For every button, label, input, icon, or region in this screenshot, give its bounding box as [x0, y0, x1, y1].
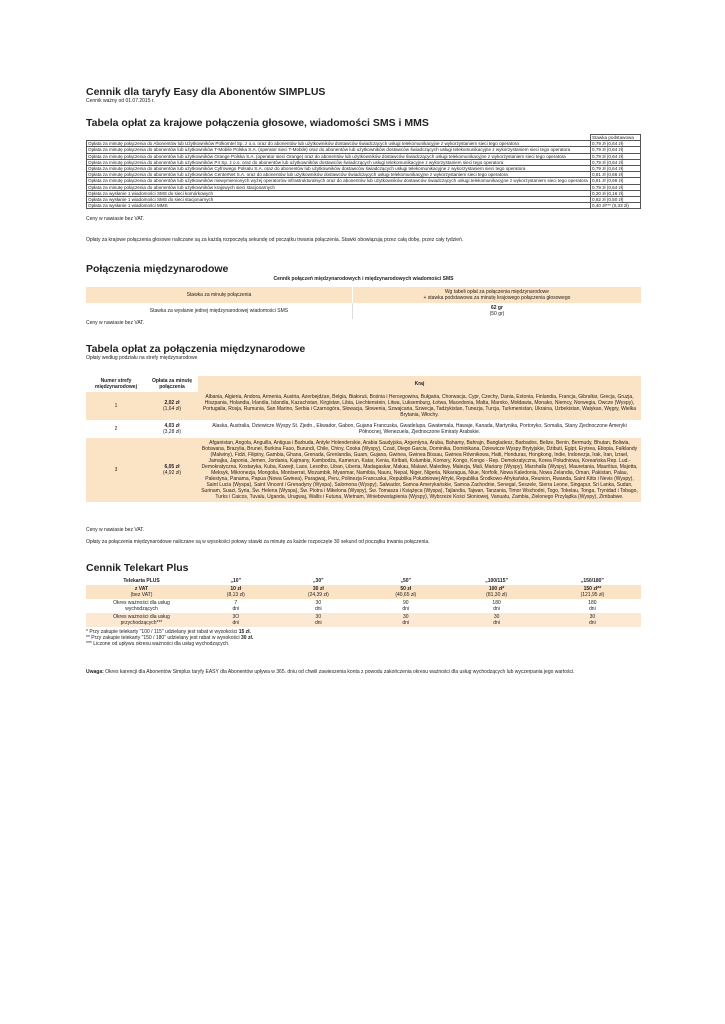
table-row: z VAT (bez VAT) 10 zł (8,13 zł) 30 zł (24,39 zł) 50 zł (40,65 zł) 100 zł* (81,30 zł) 150 zł** (121,95 zł): [86, 585, 641, 599]
table-row: Opłata za minutę połączenia do abonentów lub użytkowników Orange Polska S.A. (operator sieci Orange) oraz do abonentów lub użytkowników dostawców świadczących usługi telekomunikacyjne z wykorzystaniem sieci tego operatora 0,79 zł (0,64 zł): [87, 153, 641, 159]
table-row: Opłata za wysłanie 1 wiadomości SMS do sieci stacjonarnych 0,62 zł (0,50 zł): [87, 197, 641, 203]
table-row: Opłata za minutę połączenia do abonentów lub użytkowników Cyfrowego Polsatu S.A. oraz do abonentów lub użytkowników dostawców świadczących usługi telekomunikacyjne z wykorzystaniem sieci tego operatora 0,79 zł (0,64 zł): [87, 166, 641, 172]
table-row: Stawka za wysłanie jednej międzynarodowej wiadomości SMS 62 gr (50 gr): [86, 303, 641, 319]
table-row: Stawka za minutę połączenia Wg tabeli opłat za połączenia międzynarodowe + stawka podstawowa za minutę krajowego połączenia głosowego: [86, 287, 641, 303]
telekart-table: [86, 577, 641, 627]
telekart-footnote-3: *** Liczone od upływu okresu ważności dla usług wychodzących.: [86, 641, 230, 648]
table-row: Opłata za minutę połączenia do abonentów lub użytkowników krajowych sieci stacjonarnych 0,79 zł (0,64 zł): [87, 184, 641, 190]
zones-billing-note: Opłaty za połączenia międzynarodowe naliczane są w wysokości połowy stawki za minutę za każde rozpoczęte 30 sekund od początku trwania połączenia.: [86, 539, 430, 546]
table-row: Okres ważności dla usług przychodzących*** 3O dni 30 dni 30 dni 30 dni 30 dni: [86, 613, 641, 627]
table-row: Opłata za minutę połączenia do abonentów lub użytkowników T-Mobile Polska S.A. (operator sieci T-Mobile) oraz do abonentów lub użytkowników dostawców świadczących usługi telekomunikacyjne z wykorzystaniem sieci tego operatora 0,79 zł (0,64 zł): [87, 147, 641, 153]
domestic-billing-note: Opłaty za krajowe połączenia głosowe naliczane są za każdą rozpoczętą sekundę od początku trwania połączenia. Stawki obowiązują przez całą dobę, przez cały tydzień.: [86, 237, 464, 244]
zones-subtitle: Opłaty według podziału na strefy międzynarodowe: [86, 355, 198, 362]
table-row: Opłata za minutę połączenia do abonentów lub użytkowników niewymienionych wyżej operatorów infrastrukturalnych oraz do abonentów lub użytkowników dostawców świadczących usługi telekomunikacyjne z wykorzystaniem sieci tego operatora 0,81 zł (0,66 zł): [87, 178, 641, 184]
table-row: Opłata za minutę połączenia do abonentów lub użytkowników CenterNet S.A. oraz do abonentów lub użytkowników dostawców świadczących usługi telekomunikacyjne z wykorzystaniem sieci tego operatora 0,81 zł (0,66 zł): [87, 172, 641, 178]
col-fee: Opłata za minutę połączenia: [151, 378, 192, 391]
telekart-header-row: Telekarta PLUS „10” „30” „50” „100/115” „150/180”: [123, 578, 604, 585]
table-row: Okres ważności dla usług wychodzących 7 dni 30 dni 90 dni 180 dni 180 dni: [113, 600, 597, 613]
valid-from: Cennik ważny od 01.07.2015 r.: [86, 98, 155, 104]
table-row: 3 6,05 zł (4,92 zł) Afganistan, Angola, Anguilla, Antigua i Barbuda, Antyle Holenderskie, Arabia Saudyjska, Argentyna, Aruba, Bahamy, Bahrajn, Bangladesz, Barbados, Belize, Benin, Bermudy, Bhutan, Boliwia, Botswana, Brazylia, Brunei, Burkina Faso, Burundi, Chile, Chiny, Cooka (Wyspy), Czad, Diego Garcia, Dominika, Dominikana, Dziewicze Wyspy Brytyjskie, Dżibuti, Egipt, Erytrea, Etiopia, Falklandy (Malwiny), Fidżi, Filipiny, Gambia, Ghana, Grenada, Grenlandia, Guam, Gujana, Gwinea, Gwinea Bissau, Gwinea Równikowa, Haiti, Honduras, Hongkong, Indie, Indonezja, Irak, Iran, Izrael, Jamajka, Japonia, Jemen, Jordania, Kajmany, Kambodża, Kamerun, Katar, Kenia, Kiribati, Kolumbia, Komory, Kongo, Kongo - Rep. Demokratyczna, Korea Południowa, Koreańska Rep. Lud.-Demokratyczna, Kostaryka, Kuba, Kuwejt, Laos, Lesotho, Liban, Liberia, Madagaskar, Makau, Malawi, Malediwy, Malezja, Mali, Mariany (Wyspy), Marshalla (Wyspy), Mauretania, Mauritius, Majotta, Meksyk, Mikronezja, Mongolia, Montserrat, Mozambik, Myanmar, Namibia, Nauru, Nepal, Niger, Nigeria, Nikaragua, Niue, Norfolk, Nowa Kaledonia, Nowa Zelandia, Oman, Pakistan, Palau, Palestyna, Panama, Papua (Nowa Gwinea), Paragwaj, Peru, Polinezja Francuska, Republika Południowej Afryki, Republika Środkowo-Afrykańska, Reunion, Rwanda, Saint Kitts i Nevis (Wyspy), Saint Lucia (Wyspa), Saint Vincent i Grenadyny (Wyspa), Salomona (Wyspy), Salwador, Samoa Amerykańskie, Samoa Zachodnie, Senegal, Seszele, Sierra Leone, Singapur, Sri Lanka, Sudan, Surinam, Suazi, Syria, Św. Helena (Wyspa), Św. Piotra i Mikelona (Wyspy), Św. Tomasza i Książęca (Wyspa), Tajlandia, Tajwan, Tanzania, Timor Wschodni, Togo, Tokelau, Tonga, Trynidad i Tobago, Turks i Caicos, Tuvalu, Uganda, Urugwaj, Wallis i Futuna, Wietnam, Wniebowstąpienia (Wyspy), Wybrzeże Kości Słoniowej, Vanuatu, Zambia, Zielonego Przylądka (Wyspy), Zimbabwe.: [86, 438, 641, 503]
domestic-table: [86, 134, 641, 209]
footer-note: Uwaga: Okres karencji dla Abonentów Simplus taryfy EASY dla Abonentów upływa w 365. dniu od chwili zawieszenia konta z powodu zakończenia okresu ważności dla usług wychodzących lub wyczerpania jego wartości.: [86, 669, 575, 676]
rate-header: Stawka podstawowa: [591, 135, 641, 141]
table-row: Opłata za minutę połączenia do abonentów lub użytkowników P4 Sp. z o.o. oraz do abonentów lub użytkowników dostawców świadczących usługi telekomunikacyjne z wykorzystaniem sieci tego operatora 0,79 zł (0,64 zł): [87, 159, 641, 165]
col-zone: Numer strefy międzynarodowej: [95, 378, 137, 391]
zones-title: Tabela opłat za połączenia międzynarodowe: [86, 343, 306, 356]
table-row: Opłata za wysłanie 1 wiadomości MMS 0,40 zł*** (0,33 zł): [87, 203, 641, 209]
domestic-title: Tabela opłat za krajowe połączenia głosowe, wiadomości SMS i MMS: [86, 117, 429, 129]
zones-table: [86, 376, 641, 503]
col-country: Kraj: [198, 376, 641, 392]
domestic-vat-note: Ceny w nawiasie bez VAT.: [86, 216, 145, 223]
document-title: Cennik dla taryfy Easy dla Abonentów SIMPLUS: [86, 86, 326, 98]
table-row: 2 4,03 zł (3,28 zł) Alaska, Australia, Dziewicze Wyspy St. Zjedn., Ekwador, Gabon, Gujana Francuska, Gwadelupa, Gwatemala, Hawaje, Kanada, Martynika, Portoryko, Somalia, Stany Zjednoczone Ameryki Północnej, Wenezuela, Zjednoczone Emiraty Arabskie.: [86, 421, 641, 438]
telekart-footnote-1: * Przy zakupie telekarty "100 / 115" udzielany jest rabat w wysokości 15 zł.: [86, 629, 251, 636]
telekart-footnote-2: ** Przy zakupie telekarty "150 / 180" udzielany jest rabat w wysokości 30 zł.: [86, 635, 254, 642]
telekart-title: Cennik Telekart Plus: [86, 562, 189, 575]
table-row: Opłata za wysłanie 1 wiadomości SMS do sieci komórkowych 0,20 zł (0,16 zł): [87, 190, 641, 196]
table-row: 1 2,02 zł (1,64 zł) Albania, Algieria, Andora, Armenia, Austria, Azerbejdżan, Belgia, Białoruś, Bośnia i Hercegowina, Bułgaria, Chorwacja, Cypr, Czechy, Dania, Estonia, Finlandia, Francja, Gibraltar, Grecja, Gruzja, Hiszpania, Holandia, Irlandia, Islandia, Kazachstan, Kirgistan, Libia, Liechtenstein, Litwa, Luksemburg, Łotwa, Macedonia, Malta, Maroko, Mołdawia, Monako, Niemcy, Norwegia, Owcze (Wyspy), Portugalia, Rosja, Rumunia, San Marino, Serbia i Czarnogóra, Słowacja, Słowenia, Szwajcaria, Szwecja, Tadżykistan, Tunezja, Turcja, Turkmenistan, Ukraina, Uzbekistan, Watykan, Węgry, Wielka Brytania, Włochy.: [86, 392, 641, 421]
intl-vat-note: Ceny w nawiasie bez VAT.: [86, 320, 145, 327]
intl-subtitle: Cennik połączeń międzynarodowych i międzynarodowych wiadomości SMS: [273, 276, 454, 283]
zones-vat-note: Ceny w nawiasie bez VAT.: [86, 527, 145, 534]
intl-title: Połączenia międzynarodowe: [86, 263, 229, 276]
document-page: [86, 86, 641, 675]
zones-header-row: [86, 376, 641, 392]
intl-table: [86, 287, 641, 319]
table-row: Opłata za minutę połączenia do Abonentów lub Użytkowników Polkomtel Sp. z o.o. oraz do abonentów lub użytkowników dostawców świadczących usługi telekomunikacyjne z wykorzystaniem sieci tego operatora 0,79 zł (0,64 zł): [87, 141, 641, 147]
